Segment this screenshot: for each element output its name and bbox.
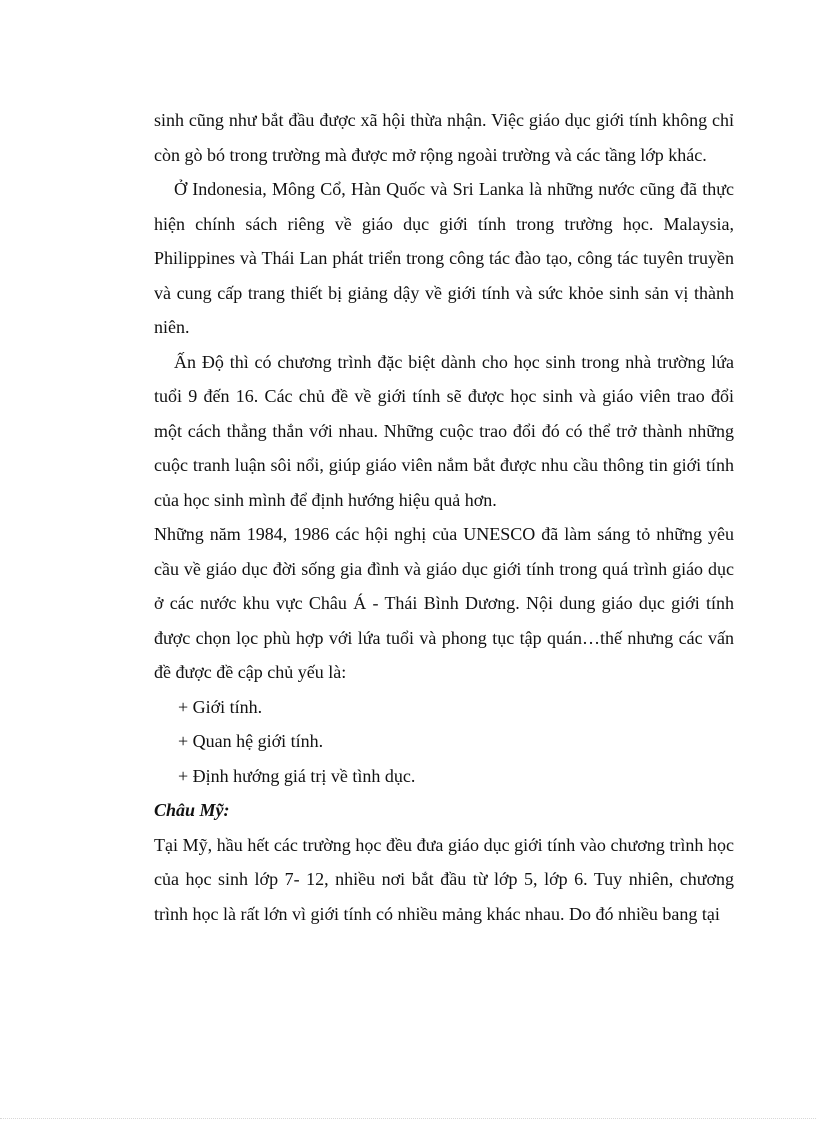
paragraph-continuation: sinh cũng như bắt đầu được xã hội thừa nhận. Việc giáo dục giới tính không chỉ còn gò bó trong trường mà được mở rộng ngoài trường và các tầng lớp khác. [154, 110, 734, 165]
bullet-item: + Định hướng giá trị về tình dục. [178, 765, 416, 786]
paragraph-india: Ấn Độ thì có chương trình đặc biệt dành cho học sinh trong nhà trường lứa tuổi 9 đến 16. Các chủ đề về giới tính sẽ được học sinh và giáo viên trao đổi một cách thẳng thắn với nhau. Những cuộc trao đổi đó có thể trở thành những cuộc tranh luận sôi nổi, giúp giáo viên nắm bắt được nhu cầu thông tin giới tính của học sinh mình để định hướng hiệu quả hơn. [154, 351, 734, 510]
paragraph-usa: Tại Mỹ, hầu hết các trường học đều đưa giáo dục giới tính vào chương trình học của học sinh lớp 7- 12, nhiều nơi bắt đầu từ lớp 5, lớp 6. Tuy nhiên, chương trình học là rất lớn vì giới tính có nhiều mảng khác nhau. Do đó nhiều bang tại [154, 834, 734, 924]
paragraph-asia-countries: Ở Indonesia, Mông Cổ, Hàn Quốc và Sri Lanka là những nước cũng đã thực hiện chính sách riêng về giáo dục giới tính trong trường học. Malaysia, Philippines và Thái Lan phát triển trong công tác đào tạo, công tác tuyên truyền và cung cấp trang thiết bị giảng dậy về giới tính và sức khỏe sinh sản vị thành niên. [154, 179, 734, 337]
section-heading-americas: Châu Mỹ: [154, 800, 230, 820]
document-body [154, 103, 734, 931]
page-bottom-divider [0, 1118, 816, 1119]
paragraph-unesco: Những năm 1984, 1986 các hội nghị của UNESCO đã làm sáng tỏ những yêu cầu về giáo dục đời sống gia đình và giáo dục giới tính trong quá trình giáo dục ở các nước khu vực Châu Á - Thái Bình Dương. Nội dung giáo dục giới tính được chọn lọc phù hợp với lứa tuổi và phong tục tập quán…thế nhưng các vấn đề được đề cập chủ yếu là: [154, 524, 734, 682]
bullet-item: + Giới tính. [178, 696, 263, 717]
bullet-item: + Quan hệ giới tính. [178, 731, 324, 751]
